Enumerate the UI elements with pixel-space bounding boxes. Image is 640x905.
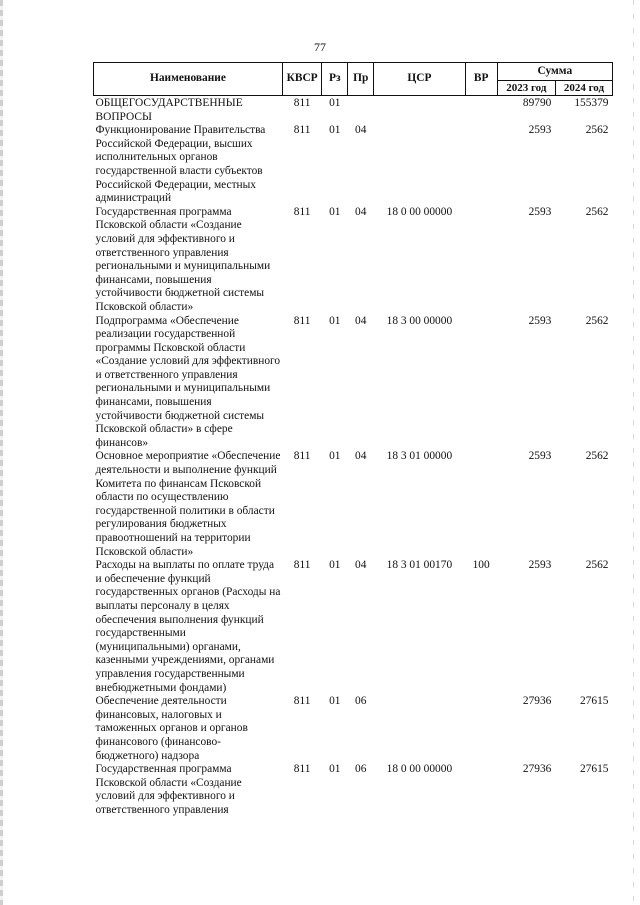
table-row: [94, 315, 613, 451]
row-csr: 18 3 01 00170: [386, 559, 453, 572]
row-vr: [465, 695, 497, 763]
header-vr: ВР: [465, 63, 497, 96]
row-kvsr: 811: [293, 450, 311, 463]
row-vr: [465, 206, 497, 315]
row-rz: 01: [329, 314, 341, 327]
header-sum: Сумма: [497, 63, 612, 81]
row-csr: 18 0 00 00000: [386, 763, 453, 776]
row-name: Функционирование Правительства Российской Федерации, высших исполнительных органов государственной власти субъектов Российской Федерации, местных администраций: [95, 124, 266, 205]
row-rz: 01: [329, 450, 341, 463]
row-kvsr: 811: [293, 205, 311, 218]
row-csr: 18 0 00 00000: [386, 205, 453, 218]
row-csr: 18 3 01 00000: [386, 450, 453, 463]
row-sum-2024: 2562: [585, 124, 609, 137]
row-sum-2023: 2593: [528, 205, 552, 218]
table-header: [94, 63, 613, 96]
row-name: Государственная программа Псковской области «Создание условий для эффективного и ответственного управления региональными и муниципальными финансами, повышения устойчивости бюджетной системы Псковской области»: [95, 205, 271, 313]
row-kvsr: 811: [293, 695, 311, 708]
page-number: 77: [314, 40, 326, 54]
header-name: Наименование: [94, 63, 283, 96]
header-pr: Пр: [348, 63, 374, 96]
header-year-2024: 2024 год: [555, 81, 612, 96]
row-rz: 01: [329, 205, 341, 218]
row-rz: 01: [329, 695, 341, 708]
header-rz: Рз: [322, 63, 348, 96]
row-sum-2023: 2593: [528, 314, 552, 327]
row-sum-2023: 2593: [528, 559, 552, 572]
table-row: [94, 695, 613, 763]
row-pr: 04: [355, 314, 367, 327]
row-kvsr: 811: [293, 124, 311, 137]
row-sum-2023: 2593: [528, 450, 552, 463]
table-row: [94, 206, 613, 315]
row-csr: [374, 124, 465, 206]
table-row: [94, 763, 613, 817]
table-body: [94, 96, 613, 818]
row-sum-2024: 27615: [580, 695, 609, 708]
row-name: Государственная программа Псковской области «Создание условий для эффективного и ответственного управления: [95, 763, 242, 816]
row-rz: 01: [329, 763, 341, 776]
scan-edge-left: [0, 0, 3, 905]
row-name: Расходы на выплаты по оплате труда и обеспечение функций государственных органов (Расходы на выплаты персоналу в целях обеспечения выполнения функций государственными (муниципальными) органами, казенными учреждениями, органами управления государственными внебюджетными фондами): [95, 559, 281, 694]
row-pr: 04: [355, 559, 367, 572]
row-sum-2024: 2562: [585, 450, 609, 463]
row-rz: 01: [329, 97, 341, 109]
row-kvsr: 811: [293, 763, 311, 776]
table-row: [94, 559, 613, 695]
row-pr: 06: [355, 763, 367, 776]
header-csr: ЦСР: [374, 63, 465, 96]
row-sum-2023: 2593: [528, 124, 552, 137]
row-csr: [374, 695, 465, 763]
row-name: Обеспечение деятельности финансовых, налоговых и таможенных органов и органов финансового (финансово-бюджетного) надзора: [95, 695, 248, 762]
row-name: Основное мероприятие «Обеспечение деятельности и выполнение функций Комитета по финансам Псковской области по осуществлению государственной политики в области регулирования бюджетных правоотношений на территории Псковской области»: [95, 450, 281, 558]
row-vr: [465, 124, 497, 206]
row-sum-2024: 155379: [574, 97, 609, 109]
table-row: [94, 450, 613, 559]
scan-edge-right: [633, 0, 634, 905]
row-vr: [465, 450, 497, 559]
row-vr: 100: [472, 559, 490, 572]
row-sum-2024: 2562: [585, 559, 609, 572]
row-vr: [465, 315, 497, 451]
row-csr: 18 3 00 00000: [386, 314, 453, 327]
header-year-2023: 2023 год: [497, 81, 555, 96]
row-pr: 06: [355, 695, 367, 708]
row-kvsr: 811: [293, 97, 311, 109]
row-vr: [465, 763, 497, 817]
row-name: Подпрограмма «Обеспечение реализации государственной программы Псковской области «Создание условий для эффективного и ответственного управления региональными и муниципальными финансами, повышения устойчивости бюджетной системы Псковской области» в сфере финансов»: [95, 314, 281, 449]
row-pr: [348, 96, 374, 125]
row-sum-2024: 2562: [585, 205, 609, 218]
row-sum-2024: 2562: [585, 314, 609, 327]
table-row: [94, 124, 613, 206]
row-csr: [374, 96, 465, 125]
row-kvsr: 811: [293, 314, 311, 327]
row-vr: [465, 96, 497, 125]
row-pr: 04: [355, 450, 367, 463]
row-sum-2023: 27936: [522, 695, 552, 708]
header-kvsr: КВСР: [282, 63, 321, 96]
row-pr: 04: [355, 124, 367, 137]
row-kvsr: 811: [293, 559, 311, 572]
row-sum-2023: 27936: [522, 763, 552, 776]
row-pr: 04: [355, 205, 367, 218]
row-name: ОБЩЕГОСУДАРСТВЕННЫЕ ВОПРОСЫ: [95, 97, 243, 123]
row-sum-2024: 27615: [580, 763, 609, 776]
row-sum-2023: 89790: [522, 97, 552, 109]
budget-table: [93, 62, 613, 817]
row-rz: 01: [329, 124, 341, 137]
table-row: [94, 96, 613, 125]
row-rz: 01: [329, 559, 341, 572]
